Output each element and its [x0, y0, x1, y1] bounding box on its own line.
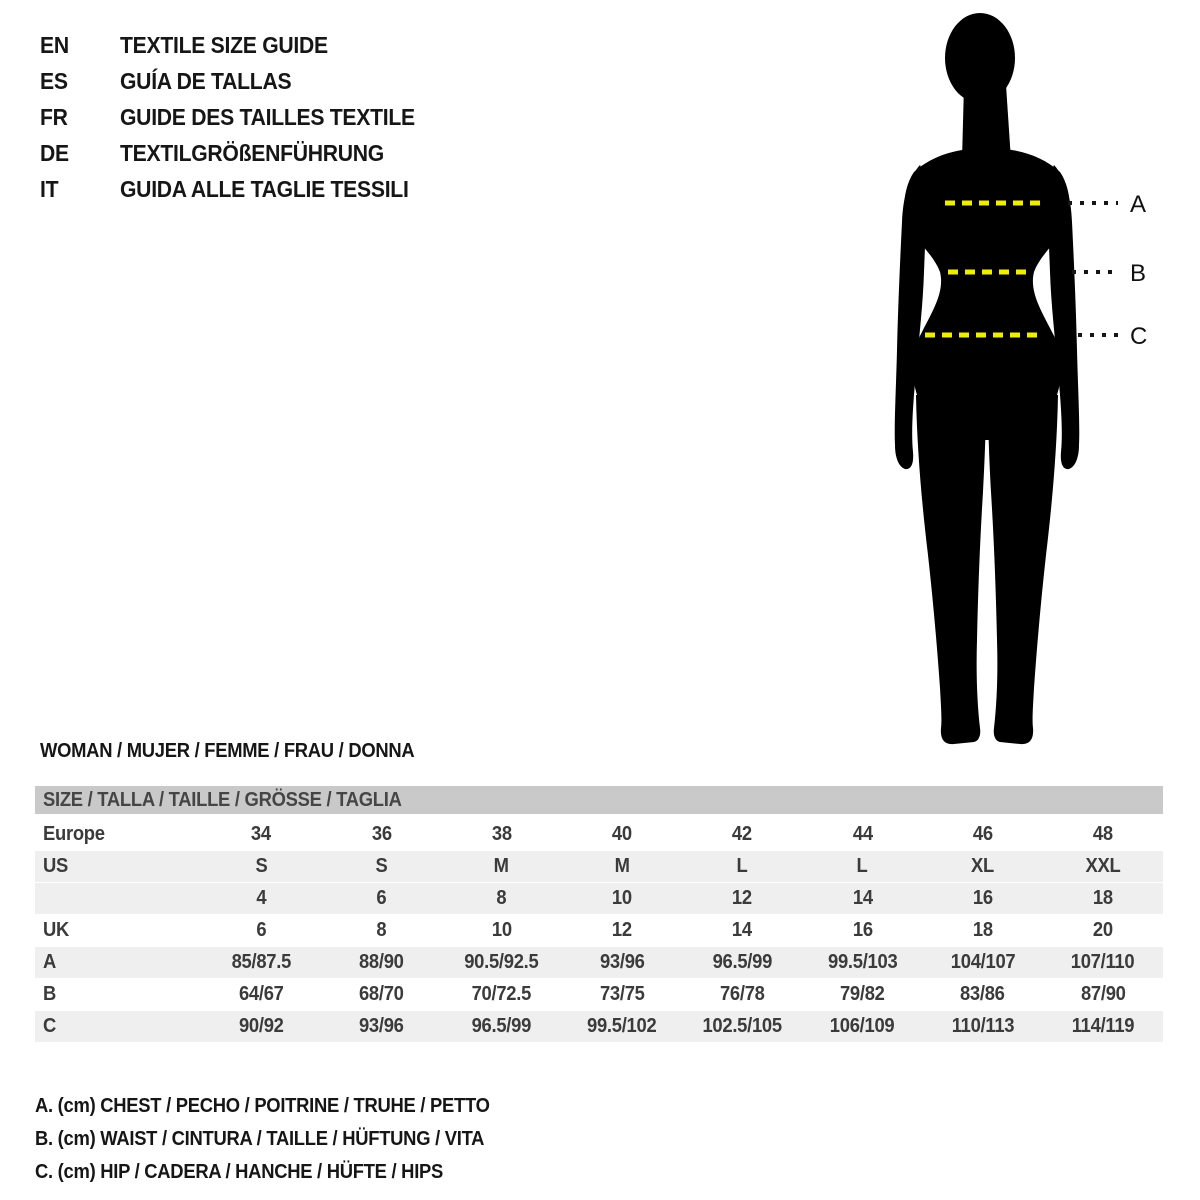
row-label: B: [43, 983, 57, 1005]
silhouette-left-leg: [916, 395, 986, 744]
language-code: IT: [40, 175, 59, 202]
legend-line-waist: [35, 1123, 529, 1156]
guide-title-es: GUÍA DE TALLAS: [120, 67, 292, 94]
table-cell: 18: [972, 919, 993, 941]
table-cell: 79/82: [840, 983, 885, 1005]
table-cell: XL: [971, 855, 995, 877]
table-row: [35, 851, 1163, 882]
row-label: C: [43, 1015, 57, 1037]
language-code: FR: [40, 103, 68, 130]
table-cell: M: [494, 855, 510, 877]
table-cell: 107/110: [1071, 951, 1135, 973]
table-cell: 12: [732, 887, 753, 909]
size-table: [35, 786, 1163, 1043]
woman-silhouette-figure: [890, 0, 1200, 760]
measurement-legend: [35, 1090, 529, 1189]
table-cell: 90.5/92.5: [464, 951, 539, 973]
table-cell: 102.5/105: [702, 1015, 782, 1037]
section-title: [40, 740, 447, 763]
table-cell: 20: [1092, 919, 1113, 941]
table-cell: 14: [732, 919, 753, 941]
table-cell: 44: [852, 823, 873, 845]
table-header: [35, 786, 1163, 814]
table-cell: 64/67: [238, 983, 284, 1005]
language-row: [40, 99, 441, 135]
table-cell: 48: [1092, 823, 1113, 845]
table-cell: 36: [371, 823, 392, 845]
table-cell: 76/78: [719, 983, 765, 1005]
language-row: [40, 171, 441, 207]
table-cell: S: [255, 855, 268, 877]
legend-line-hip: [35, 1156, 529, 1189]
row-label: [35, 887, 201, 910]
legend-line-chest: [35, 1090, 529, 1123]
table-cell: 104/107: [950, 951, 1015, 973]
table-cell: 93/96: [359, 1015, 404, 1037]
language-code: ES: [40, 67, 68, 94]
table-cell: L: [856, 855, 868, 877]
guide-title-fr: GUIDE DES TAILLES TEXTILE: [120, 103, 415, 130]
table-cell: 46: [972, 823, 993, 845]
table-cell: M: [614, 855, 630, 877]
language-list: [40, 27, 441, 207]
table-cell: 10: [491, 919, 512, 941]
guide-title-en: TEXTILE SIZE GUIDE: [120, 31, 328, 58]
table-cell: 16: [972, 887, 993, 909]
table-cell: 68/70: [359, 983, 404, 1005]
table-cell: 90/92: [238, 1015, 284, 1037]
legend-chest-text: A. (cm) CHEST / PECHO / POITRINE / TRUHE / PETTO: [35, 1095, 490, 1117]
table-cell: 85/87.5: [231, 951, 291, 973]
table-cell: 38: [491, 823, 512, 845]
table-cell: XXL: [1085, 855, 1121, 877]
language-row: [40, 135, 441, 171]
table-cell: 87/90: [1080, 983, 1126, 1005]
guide-title-it: GUIDA ALLE TAGLIE TESSILI: [120, 175, 409, 202]
row-label: A: [43, 951, 57, 973]
woman-silhouette: [895, 13, 1080, 744]
table-cell: 96.5/99: [712, 951, 772, 973]
table-cell: 8: [376, 919, 387, 941]
table-row: [35, 979, 1163, 1010]
silhouette-right-leg: [988, 395, 1058, 744]
table-row: [35, 883, 1163, 914]
table-cell: 34: [251, 823, 272, 845]
table-cell: 16: [852, 919, 873, 941]
marker-letter-c: C: [1130, 323, 1148, 350]
table-cell: 88/90: [359, 951, 404, 973]
size-table-rows: [35, 819, 1163, 1042]
table-cell: 110/113: [951, 1015, 1014, 1037]
marker-letter-a: A: [1130, 191, 1147, 218]
table-row: [35, 947, 1163, 978]
table-cell: 96.5/99: [471, 1015, 532, 1037]
table-cell: 6: [256, 919, 267, 941]
table-row: [35, 819, 1163, 850]
table-cell: 42: [732, 823, 753, 845]
table-cell: 40: [611, 823, 632, 845]
table-cell: 14: [852, 887, 873, 909]
table-cell: 106/109: [830, 1015, 895, 1037]
marker-letter-b: B: [1130, 260, 1147, 287]
section-title-text: WOMAN / MUJER / FEMME / FRAU / DONNA: [40, 740, 415, 762]
table-cell: 8: [496, 887, 507, 909]
language-row: [40, 27, 441, 63]
table-cell: 99.5/103: [827, 951, 898, 973]
table-cell: 70/72.5: [471, 983, 532, 1005]
table-cell: 93/96: [599, 951, 645, 973]
language-code: DE: [40, 139, 69, 166]
table-cell: 83/86: [960, 983, 1005, 1005]
table-cell: 10: [611, 887, 632, 909]
table-cell: 4: [256, 887, 267, 909]
guide-title-de: TEXTILGRÖßENFÜHRUNG: [120, 139, 384, 166]
table-cell: 12: [611, 919, 632, 941]
row-label: US: [43, 855, 69, 877]
table-cell: 18: [1092, 887, 1113, 909]
table-row: [35, 915, 1163, 946]
table-cell: S: [375, 855, 388, 877]
language-code: EN: [40, 31, 69, 58]
table-cell: 6: [376, 887, 387, 909]
table-header-text: SIZE / TALLA / TAILLE / GRÖSSE / TAGLIA: [43, 789, 402, 811]
table-cell: 114/119: [1071, 1015, 1135, 1037]
table-cell: 73/75: [599, 983, 645, 1005]
legend-hip-text: C. (cm) HIP / CADERA / HANCHE / HÜFTE / HIPS: [35, 1161, 444, 1183]
legend-waist-text: B. (cm) WAIST / CINTURA / TAILLE / HÜFTUNG / VITA: [35, 1128, 485, 1150]
table-cell: L: [736, 855, 748, 877]
table-cell: 99.5/102: [587, 1015, 657, 1037]
row-label: UK: [43, 919, 70, 941]
table-row: [35, 1011, 1163, 1042]
language-row: [40, 63, 441, 99]
row-label: Europe: [43, 823, 105, 845]
